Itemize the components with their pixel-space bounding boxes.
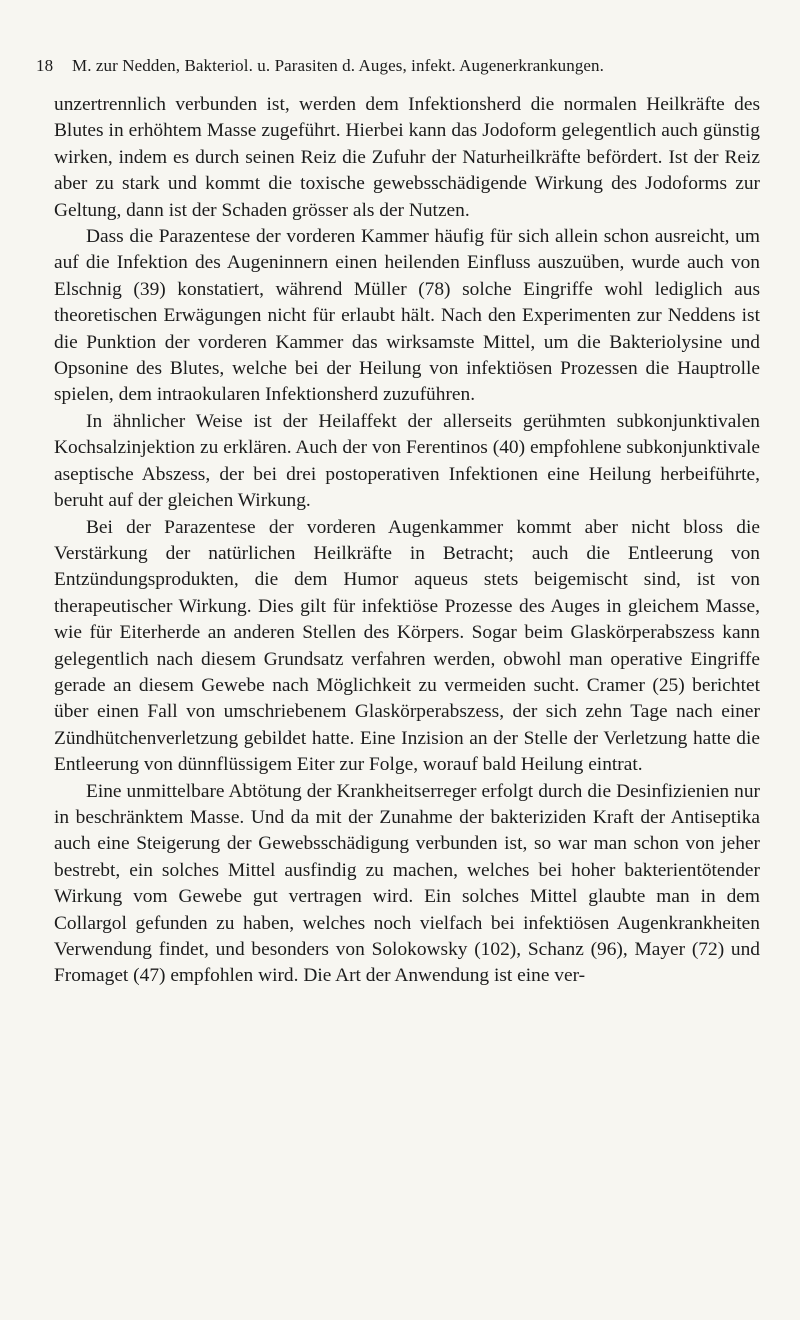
paragraph-5: Eine unmittelbare Abtötung der Krankheitserreger erfolgt durch die Desinfizienien nur in beschränktem Masse. Und da mit der Zunahme der bakteriziden Kraft der Antiseptika auch eine Steigerung der Gewebsschädigung verbunden ist, so war man schon von jeher bestrebt, ein solches Mittel ausfindig zu machen, welches bei hoher bakterientötender Wirkung vom Gewebe gut vertragen wird. Ein solches Mittel glaubte man in dem Collargol gefunden zu haben, welches noch vielfach bei infektiösen Augenkrankheiten Verwendung findet, und besonders von Solokowsky (102), Schanz (96), Mayer (72) und Fromaget (47) empfohlen wird. Die Art der Anwendung ist eine ver-: [54, 780, 760, 987]
body-text: [54, 92, 760, 990]
paragraph-1: unzertrennlich verbunden ist, werden dem Infektionsherd die normalen Heilkräfte des Blutes in erhöhtem Masse zugeführt. Hierbei kann das Jodoform gelegentlich auch günstig wirken, indem es durch seinen Reiz die Zufuhr der Naturheilkräfte befördert. Ist der Reiz aber zu stark und kommt die toxische gewebsschädigende Wirkung des Jodoforms zur Geltung, dann ist der Schaden grösser als der Nutzen.: [54, 94, 760, 221]
running-title: M. zur Nedden, Bakteriol. u. Parasiten d. Auges, infekt. Augenerkrankungen.: [72, 56, 605, 75]
page-number: 18: [36, 56, 54, 75]
paragraph-4: Bei der Parazentese der vorderen Augenkammer kommt aber nicht bloss die Verstärkung der natürlichen Heilkräfte in Betracht; auch die Entleerung von Entzündungsprodukten, die dem Humor aqueus stets beigemischt sind, ist von therapeutischer Wirkung. Dies gilt für infektiöse Prozesse des Auges in gleichem Masse, wie für Eiterherde an anderen Stellen des Körpers. Sogar beim Glaskörperabszess kann gelegentlich nach diesem Grundsatz verfahren werden, obwohl man operative Eingriffe gerade an diesem Gewebe nach Möglichkeit zu vermeiden sucht. Cramer (25) berichtet über einen Fall von umschriebenem Glaskörperabszess, der sich zehn Tage nach einer Zündhütchenverletzung gebildet hatte. Eine Inzision an der Stelle der Verletzung hatte die Entleerung von dünnflüssigem Eiter zur Folge, worauf bald Heilung eintrat.: [54, 516, 760, 776]
paragraph-3: In ähnlicher Weise ist der Heilaffekt der allerseits gerühmten subkonjunktivalen Kochsalzinjektion zu erklären. Auch der von Ferentinos (40) empfohlene subkonjunktivale aseptische Abszess, der bei drei postoperativen Infektionen eine Heilung herbeiführte, beruht auf der gleichen Wirkung.: [54, 410, 760, 512]
paragraph-2: Dass die Parazentese der vorderen Kammer häufig für sich allein schon ausreicht, um auf die Infektion des Augeninnern einen heilenden Einfluss auszuüben, wurde auch von Elschnig (39) konstatiert, während Müller (78) solche Eingriffe wohl lediglich aus theoretischen Erwägungen nicht für erlaubt hält. Nach den Experimenten zur Neddens ist die Punktion der vorderen Kammer das wirksamste Mittel, um die Bakteriolysine und Opsonine des Blutes, welche bei der Heilung von infektiösen Prozessen die Hauptrolle spielen, dem intraokularen Infektionsherd zuzuführen.: [54, 226, 760, 406]
running-header: [36, 56, 760, 76]
